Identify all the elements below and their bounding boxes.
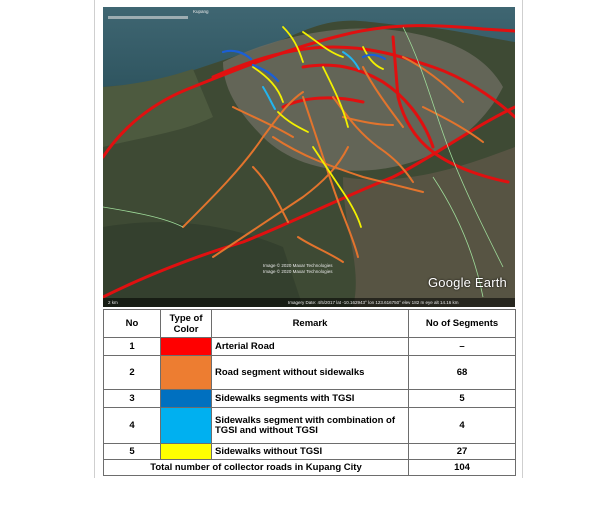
row-segments: 4 <box>409 408 516 444</box>
top-bar <box>108 16 188 19</box>
legend-total-row <box>104 460 516 476</box>
row-segments: 68 <box>409 356 516 390</box>
legend-row-1 <box>104 338 516 356</box>
top-label: Kupang <box>193 9 209 14</box>
row-segments: 5 <box>409 390 516 408</box>
header-remark: Remark <box>212 310 409 338</box>
copyright-text: Image © 2020 Maxar Technologies Image © 2020 Maxar Technologies <box>263 263 333 274</box>
color-swatch-no-sidewalk <box>161 356 212 390</box>
color-swatch-with-tgsi <box>161 390 212 408</box>
header-no-of-segments: No of Segments <box>409 310 516 338</box>
row-remark: Sidewalks segment with combination of TGSI and without TGSI <box>212 408 409 444</box>
row-segments: 27 <box>409 444 516 460</box>
swatch-fill <box>161 338 211 355</box>
row-number: 2 <box>104 356 161 390</box>
row-number: 1 <box>104 338 161 356</box>
row-number: 4 <box>104 408 161 444</box>
legend-row-4 <box>104 408 516 444</box>
header-type-of-color: Type of Color <box>161 310 212 338</box>
total-label: Total number of collector roads in Kupang City <box>104 460 409 476</box>
satellite-map <box>103 7 515 307</box>
header-no: No <box>104 310 161 338</box>
swatch-fill <box>161 444 211 459</box>
row-remark: Sidewalks segments with TGSI <box>212 390 409 408</box>
color-swatch-without-tgsi <box>161 444 212 460</box>
map-canvas <box>103 7 515 307</box>
total-value: 104 <box>409 460 516 476</box>
legend-row-3 <box>104 390 516 408</box>
row-remark: Sidewalks without TGSI <box>212 444 409 460</box>
row-remark: Arterial Road <box>212 338 409 356</box>
row-segments: – <box>409 338 516 356</box>
legend-header-row <box>104 310 516 338</box>
legend-row-2 <box>104 356 516 390</box>
google-earth-watermark: Google Earth <box>427 275 507 290</box>
color-swatch-mixed-tgsi <box>161 408 212 444</box>
color-swatch-arterial <box>161 338 212 356</box>
row-number: 5 <box>104 444 161 460</box>
legend-table <box>103 309 516 476</box>
scale-text: 2 km <box>108 300 118 305</box>
row-number: 3 <box>104 390 161 408</box>
imagery-info: Imagery Date: 4/5/2017 lat -10.162943° lon 123.616750° elev 182 m eye alt 14.16 km <box>288 300 459 305</box>
row-remark: Road segment without sidewalks <box>212 356 409 390</box>
swatch-fill <box>161 356 211 389</box>
legend-row-5 <box>104 444 516 460</box>
swatch-fill <box>161 390 211 407</box>
swatch-fill <box>161 408 211 443</box>
